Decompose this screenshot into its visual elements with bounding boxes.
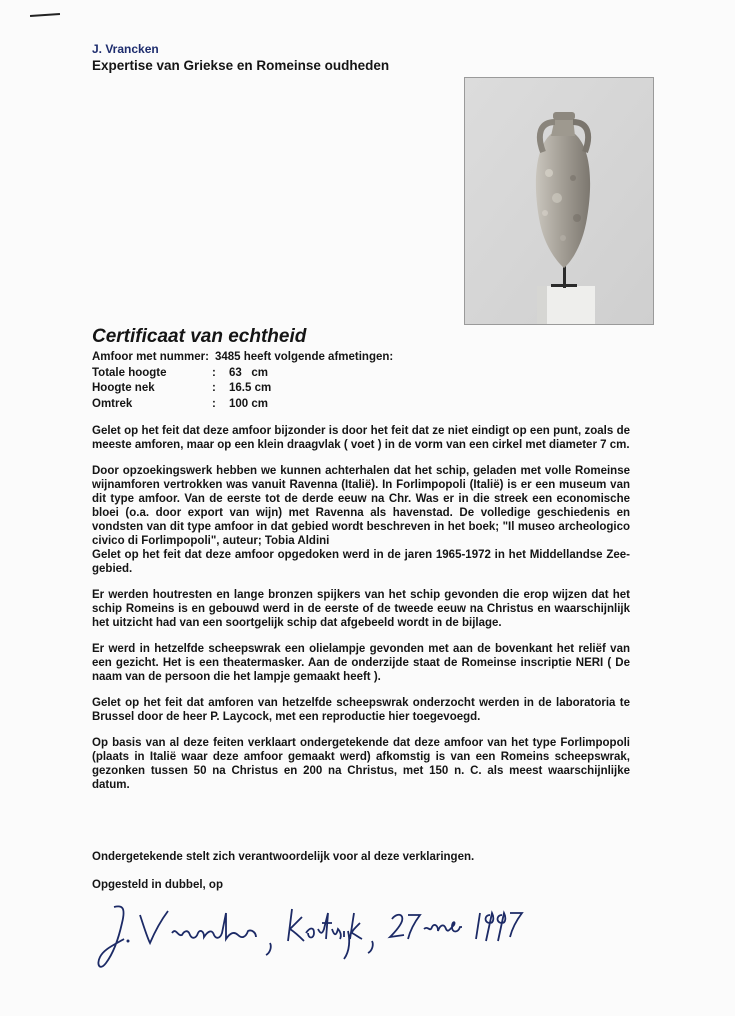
paragraph-base-shape: Gelet op het feit dat deze amfoor bijzonder is door het feit dat ze niet eindigt op een punt, zoals de meeste amforen, maar op een klein draagvlak ( voet ) in de vorm van een cirkel met diameter 7 cm. [92,425,630,451]
amphora-image [465,78,653,324]
paragraph-conclusion: Op basis van al deze feiten verklaart ondergetekende dat deze amfoor van het type Forlimpopoli (plaats in Italië waar deze amfoor gemaakt werd) afkomstig is van een Romeins scheepswrak, gezonken tussen 50 na Christus en 200 na Christus, met 150 n. C. als meest waarschijnlijke datum. [92,737,630,791]
measurement-label: Totale hoogte [92,366,167,379]
responsibility-statement: Ondergetekende stelt zich verantwoordelijk voor al deze verklaringen. [92,851,475,863]
amphora-photo [464,77,654,325]
certificate-title: Certificaat van echtheid [92,326,307,347]
certificate-body [92,424,630,804]
measurement-colon: : [212,366,216,379]
measurement-label: Hoogte nek [92,382,155,394]
measurement-label: Omtrek [92,397,133,410]
author-name: J. Vrancken [92,42,159,56]
paragraph-origin-research: Door opzoekingswerk hebben we kunnen achterhalen dat het schip, geladen met volle Romeinse wijnamforen vertrokken was vanuit Ravenna (Italië). In Forlimpopoli (Italië) is er een museum van dit type amfoor. Van de eerste tot de derde eeuw na Chr. Was er in die streek een economische bloei (o.a. door export van wijn) met Ravenna als havenstad. De volledige geschiedenis en vondsten van dit type amfoor in dat gebied wordt beschreven in het boek; "Il museo archeologico civico di Forlimpopoli", auteur; Tobia Aldini [92,465,630,547]
amphora-number-line [92,350,393,366]
measurement-colon: : [212,397,216,410]
paragraph-find-period: Gelet op het feit dat deze amfoor opgedoken werd in de jaren 1965-1972 in het Middellandse Zee-gebied. [92,549,630,575]
expertise-subtitle: Expertise van Griekse en Romeinse oudheden [92,58,390,73]
measurement-value: 16.5 cm [229,382,272,394]
paragraph-laboratory: Gelet op het feit dat amforen van hetzelfde scheepswrak onderzocht werden in de laboratoria te Brussel door de heer P. Laycock, met een reproductie hier toegevoegd. [92,697,630,723]
measurement-value: 100 cm [229,397,269,410]
handwritten-signature [92,893,562,983]
paragraph-ship-remains: Er werden houtresten en lange bronzen spijkers van het schip gevonden die erop wijzen dat het schip Romeins is en gebouwd werd in de eerste of de tweede eeuw na Christus en waarschijnlijk het uitzicht had van een soortgelijk schip dat afgebeeld wordt in de bijlage. [92,589,630,629]
drafted-in-duplicate: Opgesteld in dubbel, op [92,879,223,891]
measurement-colon: : [212,382,216,394]
amphora-number-value: 3485 heeft volgende afmetingen: [214,351,394,363]
measurement-value: 63 cm [229,366,268,379]
paragraph-oil-lamp: Er werd in hetzelfde scheepswrak een olielampje gevonden met aan de bovenkant het reliëf van een gezicht. Het is een theatermasker. Aan de onderzijde staat de Romeinse inscriptie NERI ( De naam van de persoon die het lampje gemaakt heeft ). [92,643,630,683]
pen-mark [30,13,60,17]
amphora-number-label: Amfoor met nummer: [92,351,209,363]
